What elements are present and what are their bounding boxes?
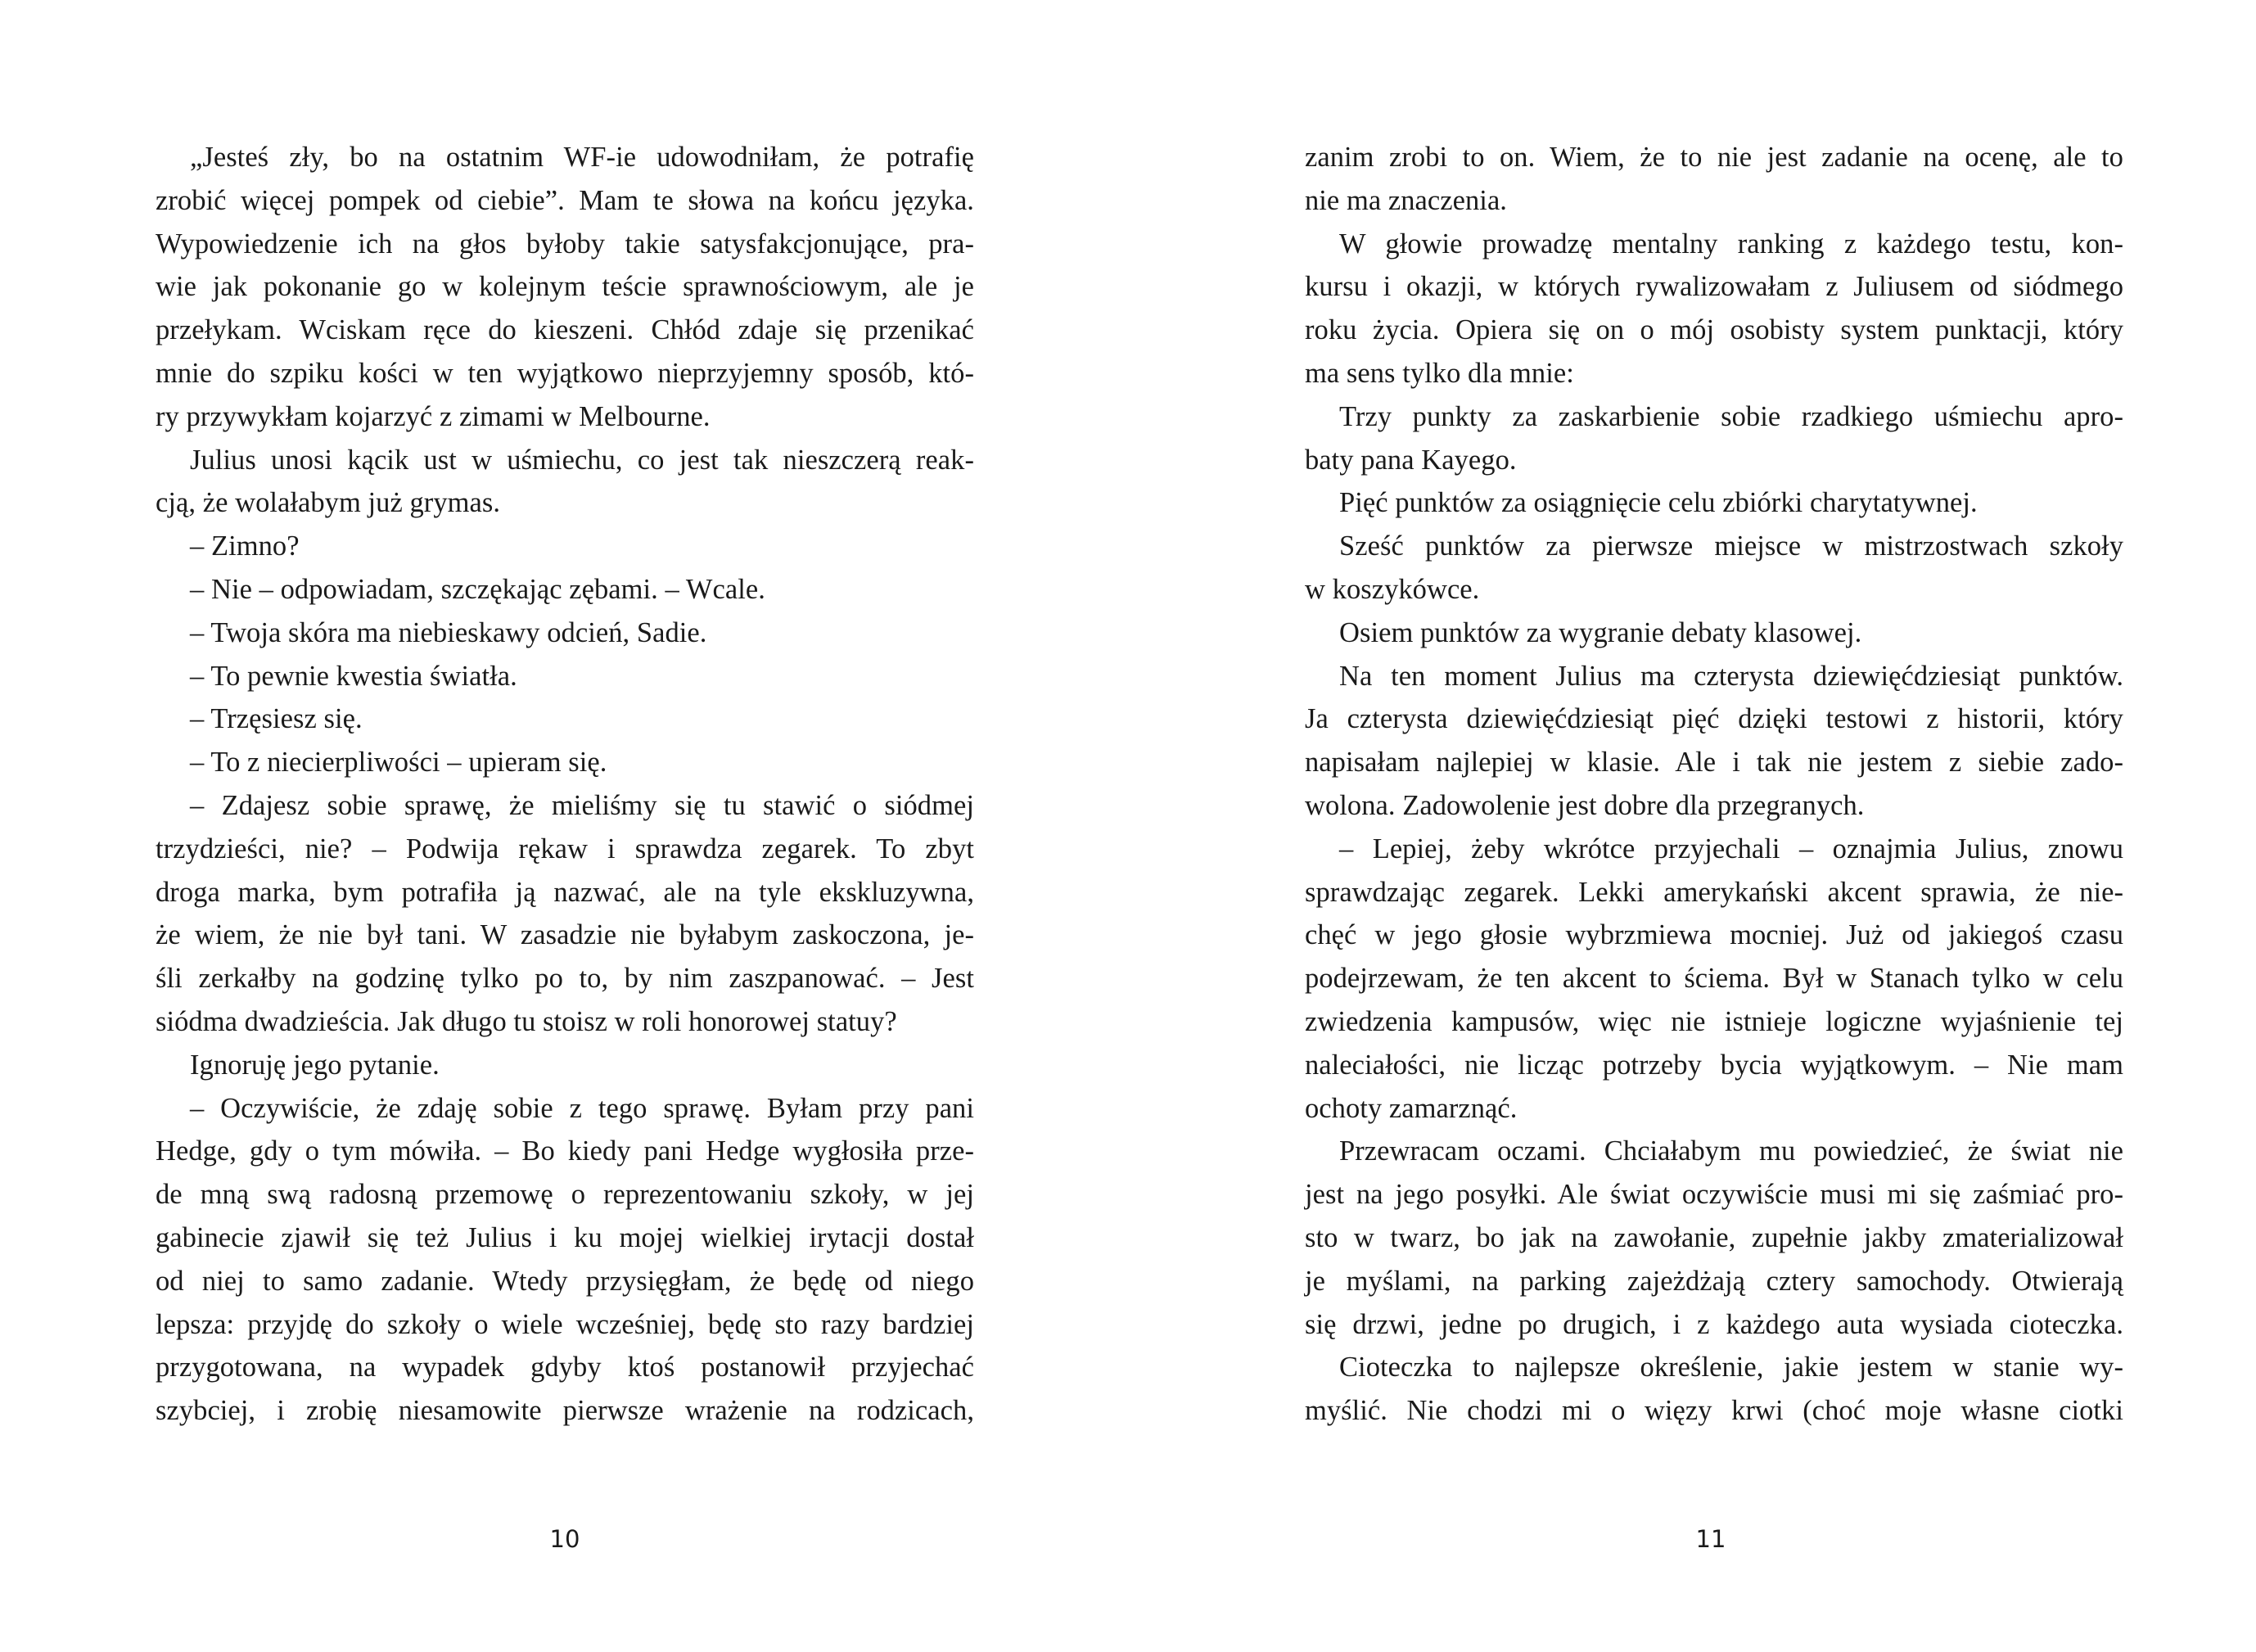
text-line: W głowie prowadzę mentalny ranking z każdego testu, kon- [1339, 228, 2123, 260]
text-line: Ja czterysta dziewięćdziesiąt pięć dzięki testowi z historii, który [1305, 703, 2123, 735]
text-line: cją, że wolałabym już grymas. [156, 487, 501, 519]
text-line: Ignoruję jego pytanie. [190, 1049, 440, 1081]
text-line: „Jesteś zły, bo na ostatnim WF-ie udowodniłam, że potrafię [190, 142, 974, 173]
text-line: droga marka, bym potrafiła ją nazwać, ale na tyle ekskluzywna, [156, 876, 974, 908]
text-line: – To z niecierpliwości – upieram się. [190, 747, 607, 779]
right-page [1128, 0, 2256, 1652]
text-line: ry przywykłam kojarzyć z zimami w Melbourne. [156, 400, 711, 432]
text-line: trzydzieści, nie? – Podwija rękaw i sprawdza zegarek. To zbyt [156, 833, 974, 864]
text-line: wolona. Zadowolenie jest dobre dla przegranych. [1305, 789, 1865, 821]
text-line: nie ma znaczenia. [1305, 184, 1507, 216]
text-line: Cioteczka to najlepsze określenie, jakie jestem w stanie wy- [1339, 1352, 2123, 1383]
text-line: szybciej, i zrobię niesamowite pierwsze wrażenie na rodzicach, [156, 1395, 974, 1427]
text-line: baty pana Kayego. [1305, 444, 1517, 476]
text-line: Pięć punktów za osiągnięcie celu zbiórki charytatywnej. [1339, 487, 1978, 519]
text-line: – To pewnie kwestia światła. [190, 660, 517, 692]
text-line: od niej to samo zadanie. Wtedy przysięgłam, że będę od niego [156, 1265, 974, 1297]
text-line: zwiedzenia kampusów, więc nie istnieje logiczne wyjaśnienie tej [1305, 1005, 2123, 1037]
text-line: ochoty zamarznąć. [1305, 1092, 1518, 1124]
text-line: śli zerkałby na godzinę tylko po to, by nim zaszpanować. – Jest [156, 963, 974, 995]
text-line: przełykam. Wciskam ręce do kieszeni. Chłód zdaje się przenikać [156, 314, 974, 346]
text-line: w koszykówce. [1305, 573, 1480, 605]
text-line: – Trzęsiesz się. [190, 703, 363, 735]
text-line: Wypowiedzenie ich na głos byłoby takie satysfakcjonujące, pra- [156, 228, 974, 260]
text-line: chęć w jego głosie wybrzmiewa mocniej. Już od jakiegoś czasu [1305, 919, 2123, 951]
text-line: Sześć punktów za pierwsze miejsce w mistrzostwach szkoły [1339, 530, 2123, 562]
page-number-left: 10 [549, 1525, 580, 1553]
text-line: – Nie – odpowiadam, szczękając zębami. – Wcale. [190, 573, 765, 605]
text-line: – Zimno? [190, 530, 300, 562]
text-line: – Oczywiście, że zdaję sobie z tego sprawę. Byłam przy pani [190, 1092, 974, 1124]
text-line: sprawdzając zegarek. Lekki amerykański akcent sprawia, że nie- [1305, 876, 2123, 908]
text-line: – Lepiej, żeby wkrótce przyjechali – oznajmia Julius, znowu [1339, 833, 2123, 864]
text-line: że wiem, że nie był tani. W zasadzie nie byłabym zaskoczona, je- [156, 919, 974, 951]
text-line: – Twoja skóra ma niebieskawy odcień, Sadie. [190, 616, 707, 648]
text-line: sto w twarz, bo jak na zawołanie, zupełnie jakby zmaterializował [1305, 1221, 2123, 1253]
text-line: siódma dwadzieścia. Jak długo tu stoisz w roli honorowej statuy? [156, 1005, 897, 1037]
text-line: zanim zrobi to on. Wiem, że to nie jest zadanie na ocenę, ale to [1305, 142, 2123, 173]
left-page-text [156, 136, 974, 1433]
text-line: kursu i okazji, w których rywalizowałam z Juliusem od siódmego [1305, 271, 2123, 303]
text-line: przygotowana, na wypadek gdyby ktoś postanowił przyjechać [156, 1352, 974, 1383]
text-line: de mną swą radosną przemowę o reprezentowaniu szkoły, w jej [156, 1179, 974, 1211]
text-line: podejrzewam, że ten akcent to ściema. Był w Stanach tylko w celu [1305, 963, 2123, 995]
text-line: lepsza: przyjdę do szkoły o wiele wcześniej, będę sto razy bardziej [156, 1308, 974, 1340]
text-line: ma sens tylko dla mnie: [1305, 357, 1574, 389]
text-line: Osiem punktów za wygranie debaty klasowej. [1339, 616, 1862, 648]
page-number-right: 11 [1695, 1525, 1726, 1553]
text-line: Trzy punkty za zaskarbienie sobie rzadkiego uśmiechu apro- [1339, 400, 2123, 432]
text-line: się drzwi, jedne po drugich, i z każdego auta wysiada cioteczka. [1305, 1308, 2123, 1340]
text-line: roku życia. Opiera się on o mój osobisty system punktacji, który [1305, 314, 2123, 346]
text-line: myślić. Nie chodzi mi o więzy krwi (choć moje własne ciotki [1305, 1395, 2123, 1427]
text-line: zrobić więcej pompek od ciebie”. Mam te słowa na końcu języka. [156, 184, 974, 216]
text-line: gabinecie zjawił się też Julius i ku mojej wielkiej irytacji dostał [156, 1221, 974, 1253]
text-line: jest na jego posyłki. Ale świat oczywiście musi mi się zaśmiać pro- [1305, 1179, 2123, 1211]
text-line: napisałam najlepiej w klasie. Ale i tak nie jestem z siebie zado- [1305, 747, 2123, 779]
text-line: Na ten moment Julius ma czterysta dziewięćdziesiąt punktów. [1339, 660, 2123, 692]
right-page-text [1305, 136, 2123, 1433]
text-line: – Zdajesz sobie sprawę, że mieliśmy się tu stawić o siódmej [190, 789, 974, 821]
text-line: je myślami, na parking zajeżdżają cztery samochody. Otwierają [1305, 1265, 2123, 1297]
text-line: Hedge, gdy o tym mówiła. – Bo kiedy pani Hedge wygłosiła prze- [156, 1135, 974, 1167]
text-line: naleciałości, nie licząc potrzeby bycia wyjątkowym. – Nie mam [1305, 1049, 2123, 1081]
text-line: mnie do szpiku kości w ten wyjątkowo nieprzyjemny sposób, któ- [156, 357, 974, 389]
text-line: wie jak pokonanie go w kolejnym teście sprawnościowym, ale je [156, 271, 974, 303]
text-line: Przewracam oczami. Chciałabym mu powiedzieć, że świat nie [1339, 1135, 2123, 1167]
text-line: Julius unosi kącik ust w uśmiechu, co jest tak nieszczerą reak- [190, 444, 974, 476]
